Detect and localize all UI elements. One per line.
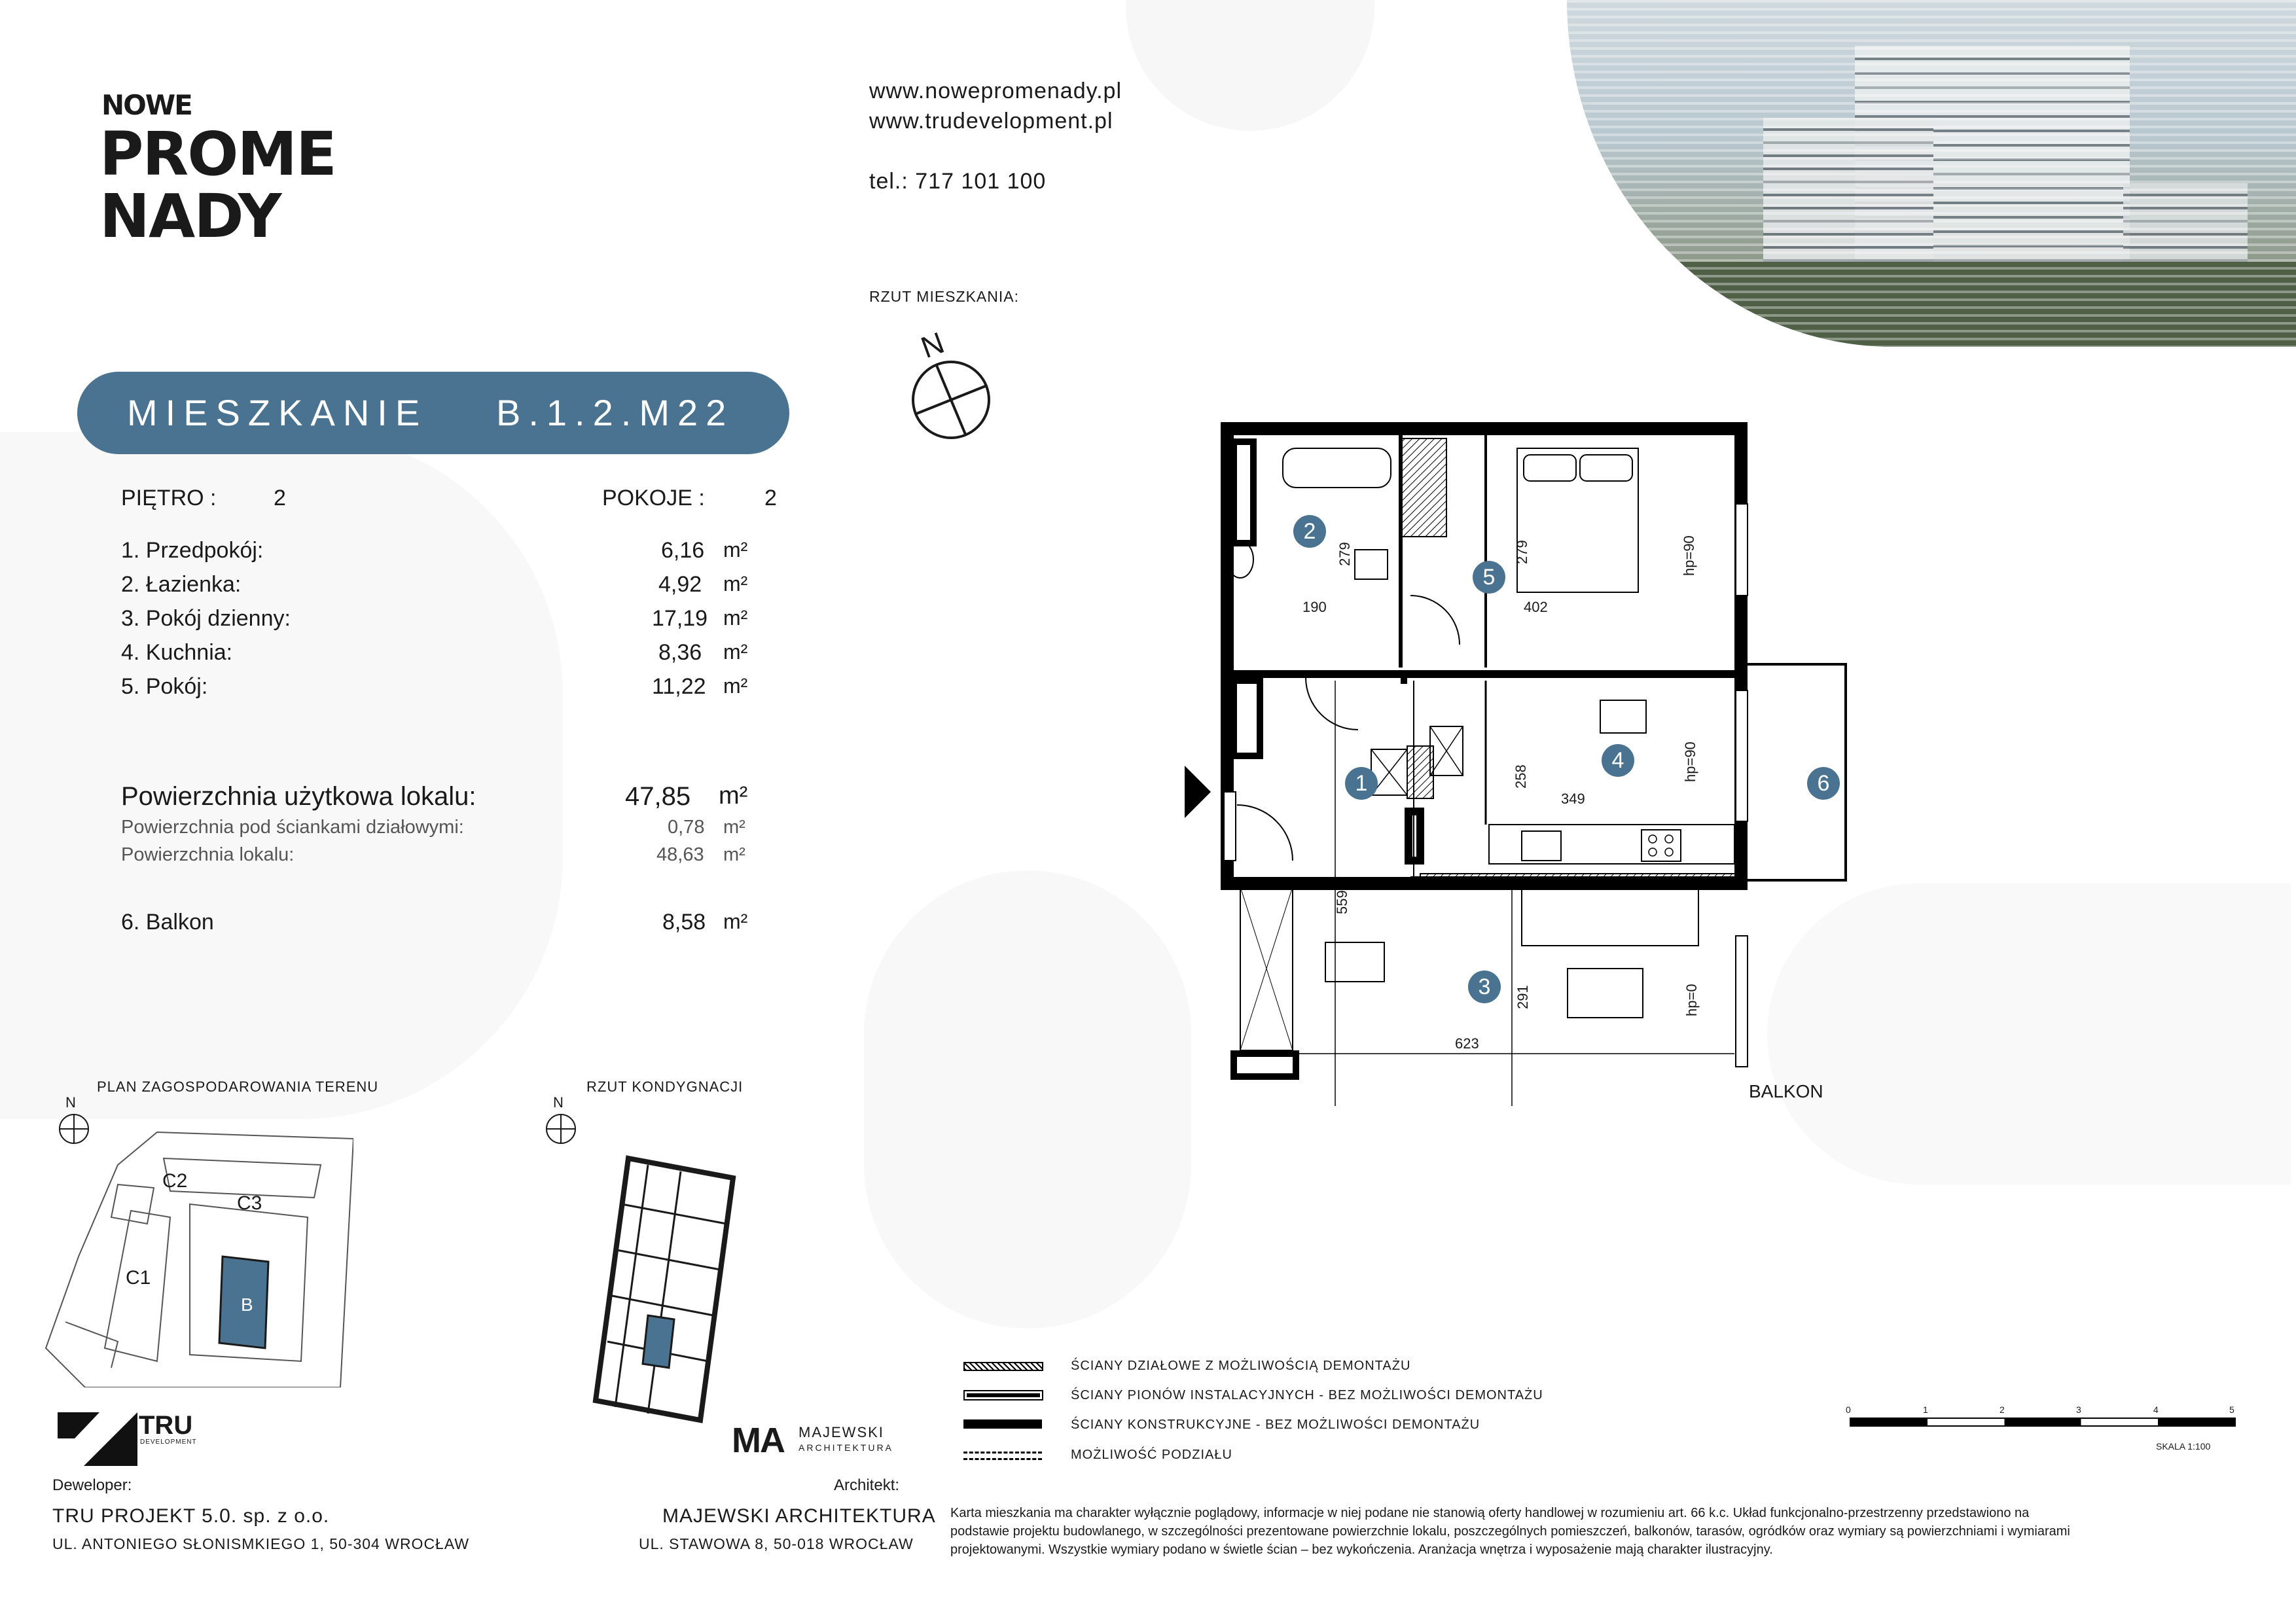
building-label-b: B [241, 1294, 253, 1315]
rooms-count-label: POKOJE : [602, 486, 705, 510]
dimension-label: 291 [1515, 985, 1531, 1009]
legend-swatch-installation [963, 1390, 1043, 1400]
unit-m2: m² [723, 572, 748, 596]
partition-area-label: Powierzchnia pod ściankami działowymi: [121, 817, 464, 838]
apartment-label: MIESZKANIE [127, 392, 428, 433]
building-label-c2: C2 [162, 1170, 188, 1192]
building-label-c1: C1 [126, 1267, 151, 1289]
developer-name: TRU PROJEKT 5.0. sp. z o.o. [52, 1505, 330, 1527]
compass-letter: N [65, 1094, 76, 1111]
usable-area-value: 47,85 [625, 782, 691, 811]
partition-area-value: 0,78 [668, 817, 705, 838]
tru-logo-subtext: DEVELOPMENT [140, 1438, 197, 1446]
apartment-banner [77, 372, 789, 454]
unit-m2: m² [723, 844, 745, 865]
rooms-count-value: 2 [764, 486, 777, 510]
room-name: 3. Pokój dzienny: [121, 606, 291, 631]
building-render-image [1567, 0, 2296, 347]
architect-address: UL. STAWOWA 8, 50-018 WROCŁAW [639, 1535, 914, 1552]
room-name: 2. Łazienka: [121, 572, 242, 597]
room-marker-2: 2 [1293, 515, 1326, 548]
disclaimer-line: Karta mieszkania ma charakter wyłącznie poglądowy, informacje w niej podane nie stanowią oferty handlowej w rozumieniu art. 66 k.c. Układ funkcjonalno-przestrzenny przedstawiono na [950, 1506, 2030, 1520]
legend-swatch-structural [963, 1419, 1042, 1429]
storey-plan-drawing [583, 1152, 740, 1427]
building-label-c3: C3 [237, 1192, 262, 1214]
logo-text-line2: PROME [99, 119, 336, 189]
developer-label: Deweloper: [52, 1476, 132, 1494]
background-shape [864, 870, 1191, 1329]
floor-label: PIĘTRO : [121, 486, 217, 510]
tru-logo-text: TRU [139, 1411, 193, 1440]
dimension-label: 279 [1336, 542, 1353, 566]
unit-m2: m² [723, 538, 748, 562]
tru-logo-mark [58, 1412, 137, 1466]
majewski-logo-mark: MA [732, 1421, 784, 1460]
dimension-label: 258 [1513, 764, 1529, 789]
site-plan-drawing [39, 1126, 353, 1387]
balcony-label: BALKON [1749, 1081, 1823, 1101]
scale-tick: 5 [2229, 1404, 2234, 1415]
usable-area-label: Powierzchnia użytkowa lokalu: [121, 782, 476, 811]
room-area: 4,92 [658, 572, 702, 597]
dimension-label: 190 [1302, 599, 1327, 615]
room-marker-5: 5 [1473, 561, 1505, 594]
room-name: 4. Kuchnia: [121, 640, 233, 665]
architect-label: Architekt: [834, 1476, 900, 1494]
room-name: 5. Pokój: [121, 674, 208, 699]
total-area-value: 48,63 [656, 844, 704, 865]
phone-number[interactable]: tel.: 717 101 100 [869, 169, 1047, 194]
website-link-2[interactable]: www.trudevelopment.pl [869, 109, 1113, 134]
disclaimer-line: projektowanymi. Wszystkie wymiary podano w świetle ścian – bez wykończenia. Aranżacja wnętrza i wyposażenie mają charakter ilustracyjny. [950, 1543, 1773, 1557]
legend-text: MOŻLIWOŚĆ PODZIAŁU [1071, 1448, 1232, 1462]
unit-m2: m² [723, 910, 748, 933]
storey-plan-title: RZUT KONDYGNACJI [586, 1079, 744, 1095]
compass-letter: N [553, 1094, 564, 1111]
legend-swatch-partition [963, 1362, 1043, 1371]
majewski-logo-line1: MAJEWSKI [798, 1424, 884, 1440]
unit-m2: m² [719, 782, 748, 810]
room-marker-3: 3 [1468, 971, 1501, 1003]
scale-bar-track [1850, 1418, 2236, 1427]
scale-tick: 2 [2000, 1404, 2005, 1415]
architect-name: MAJEWSKI ARCHITEKTURA [662, 1505, 936, 1527]
background-shape [1126, 0, 1374, 131]
dimension-label: hp=90 [1681, 535, 1697, 576]
dimension-label: hp=0 [1683, 984, 1700, 1016]
dimension-label: 402 [1524, 599, 1548, 615]
majewski-logo-line2: ARCHITEKTURA [798, 1442, 893, 1453]
room-marker-1: 1 [1345, 767, 1378, 800]
dimension-label: 623 [1455, 1035, 1479, 1052]
unit-m2: m² [723, 640, 748, 664]
room-area: 17,19 [652, 606, 708, 631]
room-area: 6,16 [661, 538, 705, 563]
dimension-label: 559 [1334, 890, 1350, 914]
compass-icon [545, 1113, 577, 1145]
scale-label: SKALA 1:100 [2156, 1441, 2211, 1452]
compass-icon [910, 359, 992, 441]
room-name: 1. Przedpokój: [121, 538, 264, 563]
floorplan-label: RZUT MIESZKANIA: [869, 288, 1019, 305]
balcony-area-label: 6. Balkon [121, 910, 214, 935]
dimension-label: 349 [1561, 791, 1585, 807]
logo-text-line1: NOWE [101, 89, 192, 121]
room-marker-6: 6 [1807, 767, 1840, 800]
background-shape [0, 432, 563, 1119]
disclaimer-line: podstawie projektu budowlanego, w szczególności prezentowane powierzchnie lokalu, poszczególnych pomieszczeń, balkonów, tarasów, ogródków oraz wymiary są powierzchniami i wymiarami [950, 1524, 2070, 1539]
developer-address: UL. ANTONIEGO SŁONISMKIEGO 1, 50-304 WROCŁAW [52, 1535, 470, 1552]
website-link-1[interactable]: www.nowepromenady.pl [869, 79, 1122, 103]
unit-m2: m² [723, 606, 748, 630]
site-plan-title: PLAN ZAGOSPODAROWANIA TERENU [97, 1079, 379, 1095]
unit-m2: m² [723, 817, 745, 838]
total-area-label: Powierzchnia lokalu: [121, 844, 295, 865]
room-area: 11,22 [652, 674, 706, 699]
legend-swatch-division [963, 1458, 1042, 1460]
dimension-label: hp=90 [1682, 741, 1698, 782]
scale-tick: 0 [1846, 1404, 1851, 1415]
scale-tick: 4 [2153, 1404, 2159, 1415]
room-marker-4: 4 [1602, 744, 1634, 777]
apartment-code: B.1.2.M22 [496, 392, 734, 433]
legend-text: ŚCIANY DZIAŁOWE Z MOŻLIWOŚCIĄ DEMONTAŻU [1071, 1359, 1411, 1373]
dimension-label: 279 [1514, 540, 1530, 564]
legend-swatch-division [963, 1452, 1042, 1454]
balcony-area-value: 8,58 [662, 910, 706, 935]
legend-text: ŚCIANY PIONÓW INSTALACYJNYCH - BEZ MOŻLIWOŚCI DEMONTAŻU [1071, 1388, 1543, 1402]
scale-tick: 3 [2076, 1404, 2081, 1415]
room-area: 8,36 [658, 640, 702, 665]
unit-m2: m² [723, 674, 748, 698]
floor-value: 2 [274, 486, 286, 510]
logo-text-line3: NADY [99, 181, 281, 251]
legend-text: ŚCIANY KONSTRUKCYJNE - BEZ MOŻLIWOŚCI DEMONTAŻU [1071, 1418, 1480, 1432]
compass-letter: N [916, 325, 949, 365]
scale-tick: 1 [1923, 1404, 1928, 1415]
